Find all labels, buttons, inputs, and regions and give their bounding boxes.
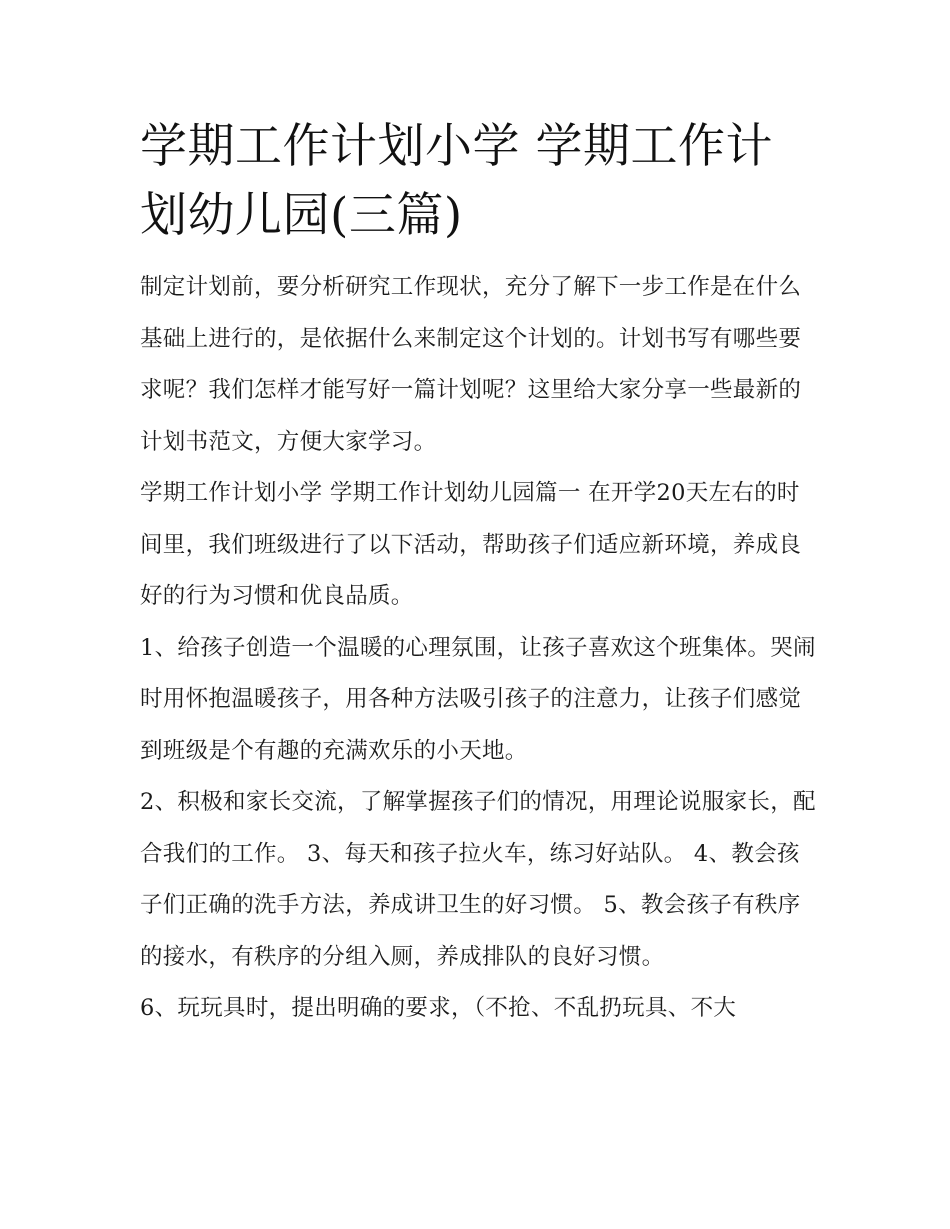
paragraph-section-one: 学期工作计划小学 学期工作计划幼儿园篇一 在开学20天左右的时间里，我们班级进行了以下活动，帮助孩子们适应新环境，养成良好的行为习惯和优良品质。 [140,480,802,609]
intro-paragraph: 制定计划前，要分析研究工作现状，充分了解下一步工作是在什么基础上进行的，是依据什么来制定这个计划的。计划书写有哪些要求呢？我们怎样才能写好一篇计划呢？这里给大家分享一些最新的计划书范文，方便大家学习。 [140,274,802,455]
document-title: 学期工作计划小学 学期工作计划幼儿园(三篇) [140,119,773,243]
paragraph-items-2-5: 2、积极和家长交流，了解掌握孩子们的情况，用理论说服家长，配合我们的工作。 3、每天和孩子拉火车，练习好站队。 4、教会孩子们正确的洗手方法，养成讲卫生的好习惯。 5、教会孩子有秩序的接水，有秩序的分组入厕，养成排队的良好习惯。 [140,789,816,970]
paragraph-item-6: 6、玩玩具时，提出明确的要求，（不抢、不乱扔玩具、不大 [140,995,737,1021]
paragraph-item-1: 1、给孩子创造一个温暖的心理氛围，让孩子喜欢这个班集体。哭闹时用怀抱温暖孩子，用各种方法吸引孩子的注意力，让孩子们感觉到班级是个有趣的充满欢乐的小天地。 [140,634,816,764]
document-body [140,112,820,1035]
